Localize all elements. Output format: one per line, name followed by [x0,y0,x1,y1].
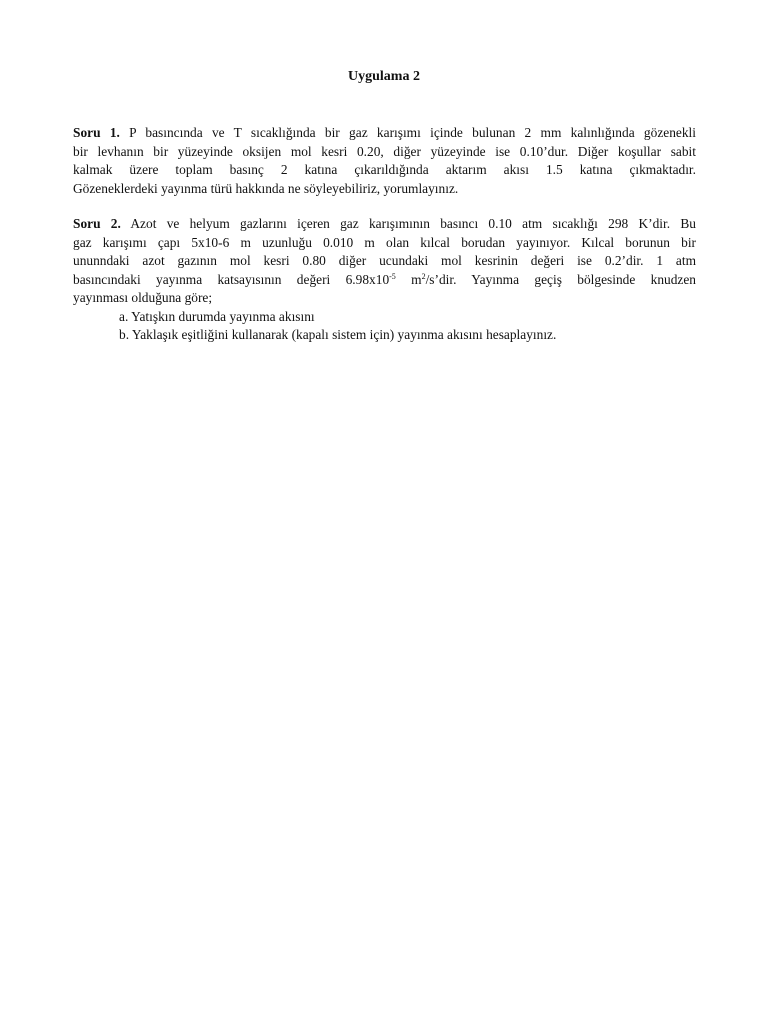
question-1-line-1 [73,124,696,143]
question-1-line-4: Gözeneklerdeki yayınma türü hakkında ne söyleyebiliriz, yorumlayınız. [73,180,459,196]
question-1 [73,124,696,198]
question-1-line-2: bir levhanın bir yüzeyinde oksijen mol kesri 0.20, diğer yüzeyinde ise 0.10’dur. Diğer koşullar sabit [73,143,696,159]
exponent: -5 [389,271,396,281]
question-2-line-2: gaz karışımı çapı 5x10-6 m uzunluğu 0.010 m olan kılcal borudan yayınıyor. Kılcal borunun bir [73,234,696,250]
sub-item-a: a. Yatışkın durumda yayınma akısını [119,308,315,324]
sub-item-b: b. Yaklaşık eşitliğini kullanarak (kapalı sistem için) yayınma akısını hesaplayınız. [119,327,557,342]
question-2-line-4-after: /s’dir. Yayınma geçiş bölgesinde knudzen [425,271,696,287]
question-2-line-3: ununndaki azot gazının mol kesri 0.80 diğer ucundaki mol kesrinin değeri ise 0.2’dir. 1 atm [73,253,696,268]
question-2-line-1 [73,215,696,234]
question-2-label: Soru 2. [73,216,121,231]
question-1-line-1-text: P basıncında ve T sıcaklığında bir gaz karışımı içinde bulunan 2 mm kalınlığında gözenekli [119,125,696,140]
question-2-line-5: yayınması olduğuna göre; [73,290,213,305]
unit-exponent: 2 [421,271,426,281]
question-2 [73,215,696,345]
question-2-line-4 [73,271,696,290]
question-1-line-3: kalmak üzere toplam basınç 2 katına çıkarıldığında aktarım akısı 1.5 katına çıkmaktadır. [73,162,696,177]
document-title: Uygulama 2 [348,69,420,84]
question-2-sub-list [73,308,696,345]
question-2-line-4-before: basıncındaki yayınma katsayısının değeri 6.98x10 [73,271,390,287]
question-2-line-4-middle: m [395,271,422,287]
question-2-line-1-text: Azot ve helyum gazlarını içeren gaz karışımının basıncı 0.10 atm sıcaklığı 298 K’dir. Bu [120,216,696,231]
question-1-label: Soru 1. [73,125,120,140]
